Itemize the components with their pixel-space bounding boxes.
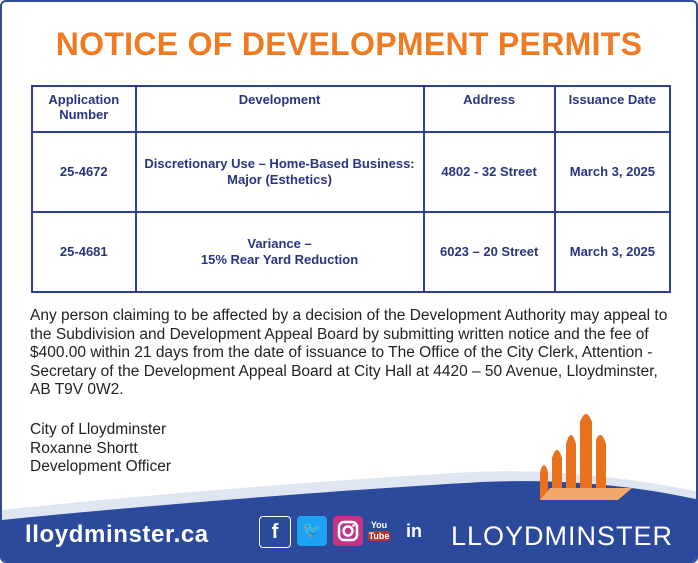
linkedin-icon[interactable] [399, 516, 429, 546]
signature-name: Roxanne Shortt [30, 439, 138, 457]
cell-development: Discretionary Use – Home-Based Business: Major (Esthetics) [136, 132, 424, 212]
youtube-top-label: You [370, 520, 388, 530]
page-title: NOTICE OF DEVELOPMENT PERMITS [55, 26, 643, 62]
twitter-icon[interactable] [297, 516, 327, 546]
cell-development: Variance – 15% Rear Yard Reduction [136, 212, 424, 292]
signature-title: Development Officer [30, 458, 171, 475]
cell-application-number: 25-4681 [32, 212, 136, 292]
lloydminster-logo-icon [520, 410, 640, 510]
signature-organization: City of Lloydminster [30, 421, 167, 438]
facebook-glyph: f [271, 521, 279, 543]
brand-wordmark: LLOYDMINSTER [451, 521, 674, 551]
cell-issuance-date: March 3, 2025 [555, 212, 670, 292]
header-development: Development [136, 86, 424, 132]
instagram-glyph [333, 516, 363, 546]
table-row [32, 132, 670, 212]
instagram-icon[interactable] [333, 516, 363, 546]
cell-application-number: 25-4672 [32, 132, 136, 212]
table-row [32, 212, 670, 292]
cell-address: 4802 - 32 Street [424, 132, 555, 212]
facebook-icon[interactable] [259, 516, 291, 548]
table-header-row [32, 86, 670, 132]
header-address: Address [424, 86, 555, 132]
permits-table [31, 85, 671, 293]
website-link[interactable]: lloydminster.ca [25, 521, 209, 548]
cell-issuance-date: March 3, 2025 [555, 132, 670, 212]
youtube-bottom-label: Tube [368, 531, 390, 541]
cell-address: 6023 – 20 Street [424, 212, 555, 292]
twitter-glyph: 🐦 [302, 522, 322, 539]
header-issuance-date: Issuance Date [555, 86, 670, 132]
appeal-notice-paragraph: Any person claiming to be affected by a decision of the Development Authority may appeal to the Subdivision and Development Appeal Board by submitting written notice and the fee of $400.00 within 21 days from the date of issuance to The Office of the City Clerk, Attention - Secretary of the Development Appeal Board at City Hall at 4420 – 50 Avenue, Lloydminster, AB T9V 0W2. [30, 307, 668, 398]
linkedin-glyph: in [406, 521, 422, 541]
header-application-number: Application Number [32, 86, 136, 132]
youtube-icon[interactable] [365, 516, 393, 546]
